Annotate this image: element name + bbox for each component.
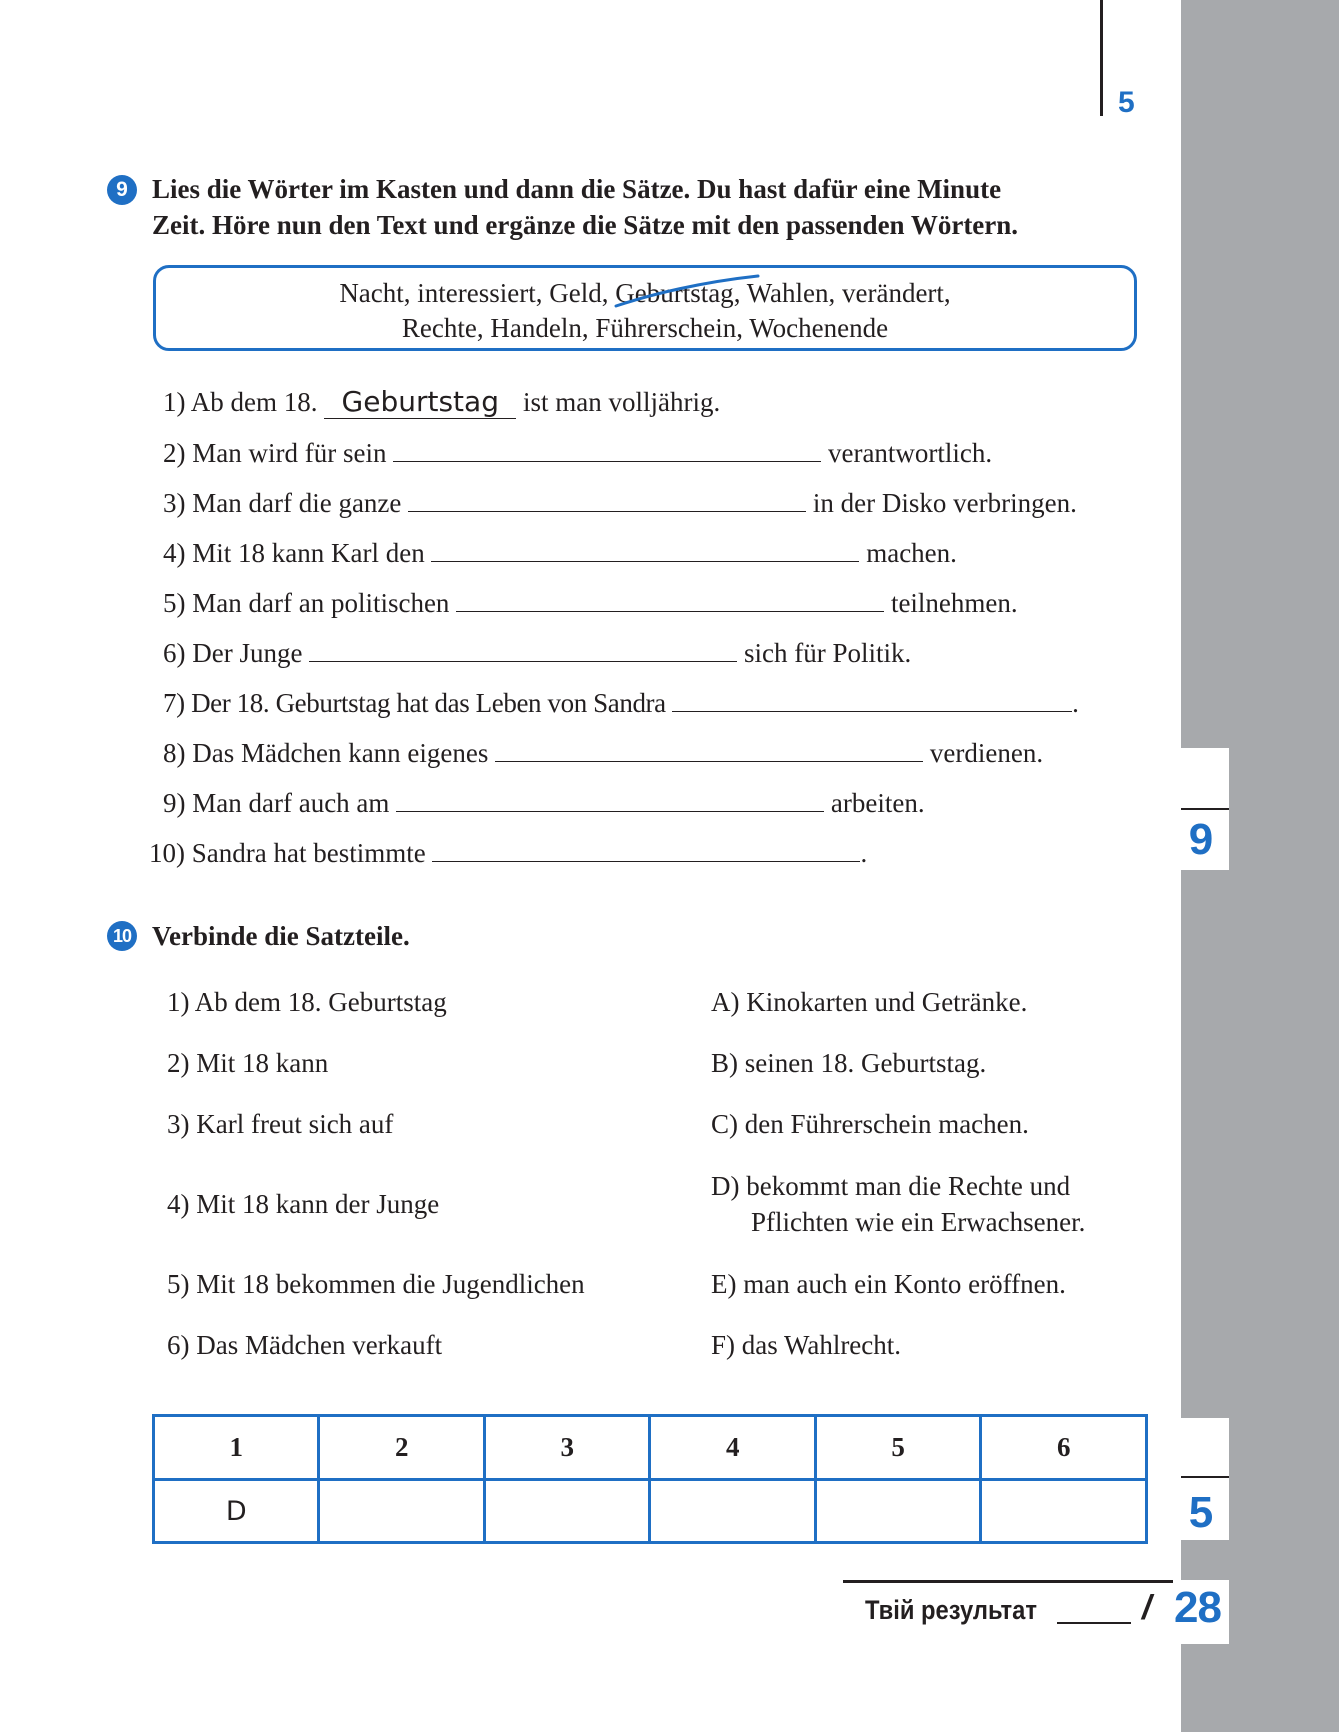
answer-blank-1[interactable]: Geburtstag [324,386,516,419]
match-right-c: C) den Führerschein machen. [711,1109,1029,1139]
header-cell-4: 4 [650,1416,815,1480]
match-left-3: 3) Karl freut sich auf [167,1109,394,1139]
answer-blank-5[interactable] [456,585,884,612]
exercise-10-number: 10 [107,921,137,951]
answer-table-row [154,1480,1147,1543]
instruction-line-2: Zeit. Höre nun den Text und ergänze die Sätze mit den passenden Wörtern. [152,210,1019,240]
instruction-line-1: Lies die Wörter im Kasten und dann die Sätze. Du hast dafür eine Minute [152,174,1002,204]
score-9: 9 [1188,815,1214,864]
answer-cell-6[interactable] [981,1480,1147,1543]
match-left-6: 6) Das Mädchen verkauft [167,1330,443,1360]
sentence-4: 4) Mit 18 kann Karl den machen. [163,535,957,570]
match-right-f: F) das Wahlrecht. [711,1330,902,1360]
sentence-7: 7) Der 18. Geburtstag hat das Leben von Sandra . [163,685,1078,720]
header-cell-3: 3 [484,1416,649,1480]
answer-blank-8[interactable] [495,735,923,762]
page-number-rule [1100,0,1103,116]
match-right-b: B) seinen 18. Geburtstag. [711,1048,987,1078]
answer-table-header [154,1416,1147,1480]
word-list-part-1: Nacht, interessiert, Geld, [339,278,616,308]
match-right-d-line2: Pflichten wie ein Erwachsener. [751,1207,1086,1237]
sentence-6: 6) Der Junge sich für Politik. [163,635,911,670]
strike-mark [612,272,762,312]
sentence-1: 1) Ab dem 18. Geburtstag ist man volljährig. [163,385,721,418]
header-cell-5: 5 [815,1416,980,1480]
sentence-9: 9) Man darf auch am arbeiten. [163,785,925,820]
answer-cell-2[interactable] [319,1480,484,1543]
match-right-a: A) Kinokarten und Getränke. [711,987,1028,1017]
answer-cell-1[interactable]: D [154,1480,319,1543]
answer-blank-9[interactable] [396,785,824,812]
score-line-5 [1181,1476,1229,1478]
score-line-9 [1181,808,1229,810]
match-left-2: 2) Mit 18 kann [167,1048,329,1078]
answer-cell-3[interactable] [484,1480,649,1543]
header-cell-6: 6 [981,1416,1147,1480]
header-cell-2: 2 [319,1416,484,1480]
sentence-5: 5) Man darf an politischen teilnehmen. [163,585,1018,620]
answer-blank-2[interactable] [393,435,821,462]
sentence-8: 8) Das Mädchen kann eigenes verdienen. [163,735,1043,770]
result-top-rule [843,1580,1229,1583]
match-right-e: E) man auch ein Konto eröffnen. [711,1269,1066,1299]
match-left-5: 5) Mit 18 bekommen die Jugendlichen [167,1269,585,1299]
sentence-10: 10) Sandra hat bestimmte . [149,835,867,870]
answer-blank-4[interactable] [431,535,859,562]
result-slash: / [1142,1589,1152,1627]
exercise-9-instruction [152,171,1018,243]
answer-blank-7[interactable] [672,685,1072,712]
header-cell-1: 1 [154,1416,319,1480]
answer-blank-3[interactable] [408,485,806,512]
exercise-10-instruction: Verbinde die Satzteile. [152,921,410,951]
word-list-part-2: , Wahlen, verändert, [733,278,951,308]
match-left-4: 4) Mit 18 kann der Junge [167,1189,440,1219]
answer-table [152,1414,1148,1544]
page-number: 5 [1118,86,1135,119]
match-right-d-line1: D) bekommt man die Rechte und [711,1171,1071,1201]
result-score-blank[interactable] [1057,1622,1131,1624]
answer-cell-4[interactable] [650,1480,815,1543]
match-left-1: 1) Ab dem 18. Geburtstag [167,987,447,1017]
answer-blank-6[interactable] [309,635,737,662]
sentence-3: 3) Man darf die ganze in der Disko verbringen. [163,485,1077,520]
answer-cell-5[interactable] [815,1480,980,1543]
word-box-line-2: Rechte, Handeln, Führerschein, Wochenende [401,313,889,343]
result-label: Твій результат [865,1595,1037,1625]
sentence-2: 2) Man wird für sein verantwortlich. [163,435,992,470]
answer-blank-10[interactable] [432,835,860,862]
result-total: 28 [1174,1583,1221,1632]
struck-word: Geburtstag [615,278,734,308]
exercise-9-number: 9 [107,175,137,205]
score-5: 5 [1188,1488,1214,1537]
